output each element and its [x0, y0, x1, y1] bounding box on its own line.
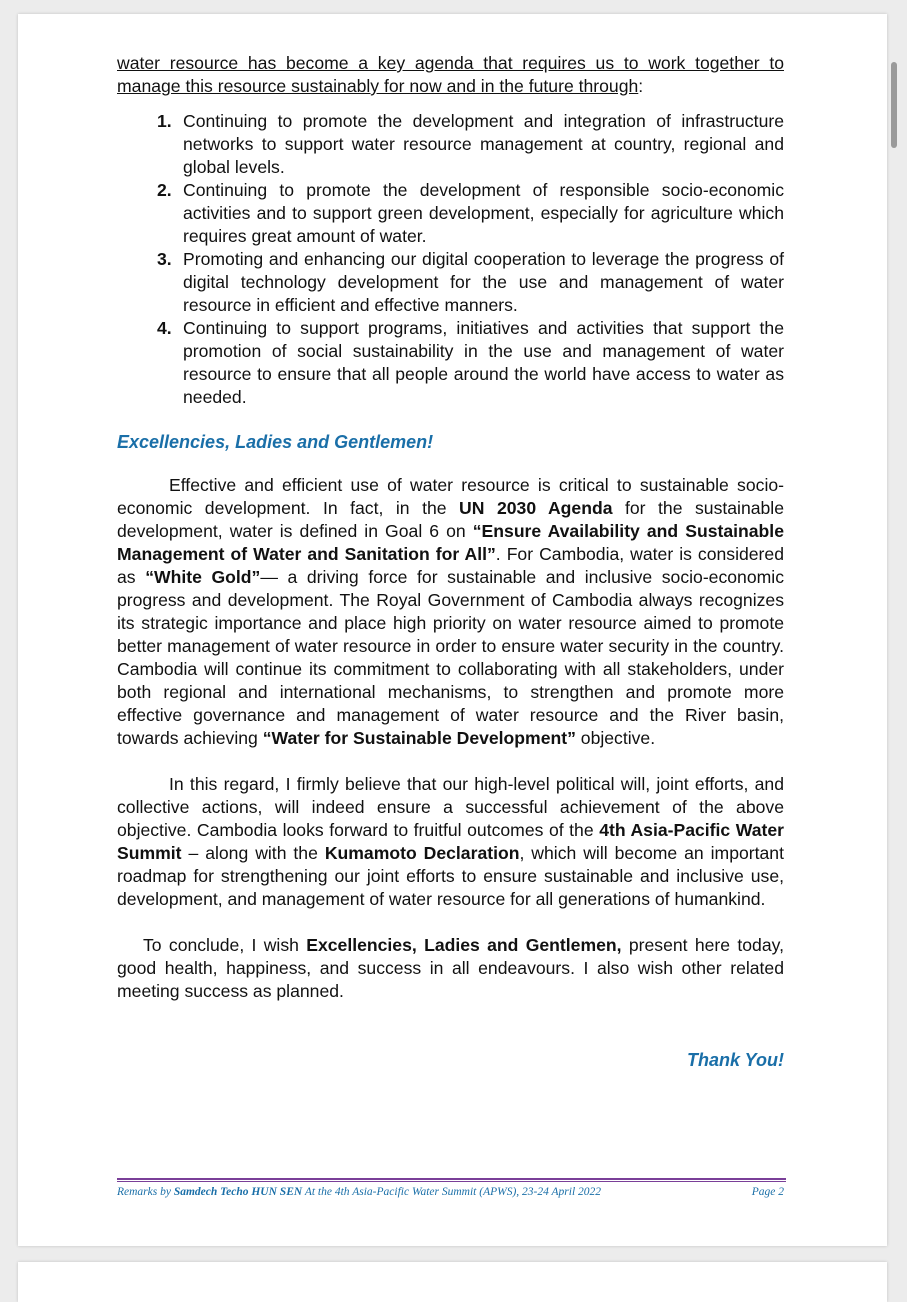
text-run: objective.: [575, 728, 656, 748]
text-run: – along with the: [181, 843, 325, 863]
bold-text: 4th Asia-Pacific Water Summit: [117, 820, 784, 863]
text-run: for the sustainable development, water is defined in Goal 6 on: [117, 498, 785, 541]
list-number: 1.: [157, 111, 172, 131]
text-run: present here today, good health, happiness, and success in all endeavours. I also wish other related meeting success as planned.: [117, 935, 784, 1001]
list-number: 4.: [157, 318, 172, 338]
footer-event: At the 4th Asia-Pacific Water Summit (APWS), 23-24 April 2022: [302, 1186, 602, 1198]
page-content: [117, 52, 784, 1072]
list-number: 2.: [157, 180, 172, 200]
salutation-heading: Excellencies, Ladies and Gentlemen!: [117, 432, 434, 452]
intro-paragraph: [117, 52, 784, 98]
footer-speaker: Samdech Techo HUN SEN: [173, 1186, 303, 1198]
footer-caption: [117, 1186, 601, 1198]
intro-colon: :: [638, 76, 644, 96]
list-number: 3.: [157, 249, 172, 269]
bold-text: UN 2030 Agenda: [459, 498, 613, 518]
text-run: To conclude, I wish: [143, 935, 307, 955]
list-item: [117, 317, 784, 409]
footer-prefix: Remarks by: [117, 1186, 174, 1198]
list-item-text: Continuing to support programs, initiatives and activities that support the promotion of social sustainability in the use and management of water resource to ensure that all people around the world have access to water as needed.: [183, 318, 784, 407]
text-run: Effective and efficient use of water resource is critical to sustainable socio-economic development. In fact, in the: [117, 475, 784, 518]
list-item-text: Promoting and enhancing our digital cooperation to leverage the progress of digital technology development for the use and management of water resource in efficient and effective manners.: [183, 249, 784, 315]
text-run: . For Cambodia, water is considered as: [117, 544, 784, 587]
closing-thank-you: Thank You!: [686, 1050, 784, 1070]
text-run: In this regard, I firmly believe that our high-level political will, joint efforts, and collective actions, will indeed ensure a successful achievement of the above objective. Cambodia looks forward to fruitful outcomes of the: [117, 774, 784, 840]
text-run: , which will become an important roadmap for strengthening our joint efforts to ensure sustainable and inclusive use, development, and management of water resource for all generations of humankind.: [117, 843, 784, 909]
bold-text: “Ensure Availability and Sustainable Management of Water and Sanitation for All”: [117, 521, 784, 564]
footer-divider: [117, 1178, 786, 1182]
page-number: Page 2: [751, 1186, 784, 1198]
bold-text: “Water for Sustainable Development”: [262, 728, 576, 748]
bold-text: Excellencies, Ladies and Gentlemen,: [306, 935, 622, 955]
list-item: [117, 110, 784, 179]
numbered-list: [117, 110, 784, 409]
body-paragraph-water-importance: [117, 474, 784, 750]
list-item: [117, 179, 784, 248]
text-run: — a driving force for sustainable and inclusive socio-economic progress and development. The Royal Government of Cambodia always recognizes its strategic importance and place high priority on water resource aimed to promote better management of water resource in order to ensure water security in the country. Cambodia will continue its commitment to collaborating with all stakeholders, under both regional and international mechanisms, to strengthen and promote more effective governance and management of water resource and the River basin, towards achieving: [117, 567, 784, 748]
list-item-text: Continuing to promote the development and integration of infrastructure networks to support water resource management at country, regional and global levels.: [183, 111, 784, 177]
scrollbar-thumb[interactable]: [891, 62, 897, 148]
next-document-page: [18, 1262, 887, 1302]
list-item-text: Continuing to promote the development of responsible socio-economic activities and to support green development, especially for agriculture which requires great amount of water.: [183, 180, 784, 246]
bold-text: “White Gold”: [145, 567, 261, 587]
body-paragraph-summit: [117, 773, 784, 911]
body-paragraph-conclusion: [117, 934, 784, 1003]
bold-text: Kumamoto Declaration: [324, 843, 520, 863]
intro-underlined-text: water resource has become a key agenda that requires us to work together to manage this resource sustainably for now and in the future through: [117, 53, 784, 96]
list-item: [117, 248, 784, 317]
